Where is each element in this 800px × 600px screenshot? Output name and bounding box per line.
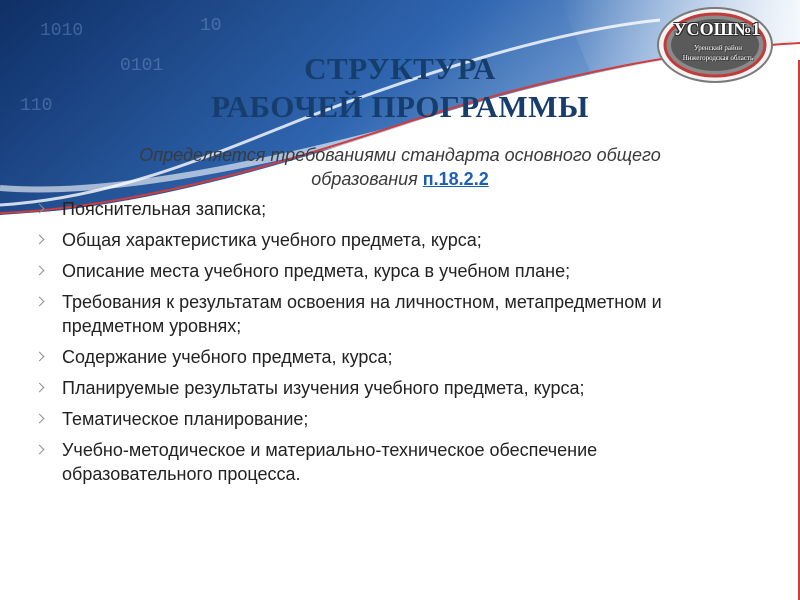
- slide-title-line: РАБОЧЕЙ ПРОГРАММЫ: [211, 89, 589, 124]
- list-item-text: Пояснительная записка;: [62, 199, 267, 219]
- chevron-right-icon: [35, 352, 45, 362]
- subtitle-text: образования: [311, 169, 418, 189]
- list-item: [36, 438, 736, 486]
- list-item: [36, 290, 736, 338]
- svg-text:0101: 0101: [120, 56, 164, 76]
- chevron-right-icon: [35, 414, 45, 424]
- svg-text:110: 110: [20, 96, 53, 116]
- chevron-right-icon: [35, 204, 45, 214]
- slide-title: [150, 50, 650, 126]
- program-structure-list: [36, 197, 736, 493]
- list-item-text: Общая характеристика учебного предмета, курса;: [62, 230, 482, 250]
- chevron-right-icon: [35, 297, 45, 307]
- logo-subtitle-region: Нижегородская область: [682, 54, 754, 62]
- list-item: [36, 197, 736, 221]
- svg-text:10: 10: [200, 16, 222, 36]
- logo-subtitle-district: Уренский район: [693, 44, 743, 52]
- chevron-right-icon: [35, 235, 45, 245]
- list-item-text: Требования к результатам освоения на личностном, метапредметном и предметном уровнях;: [62, 292, 662, 336]
- slide-subtitle: [80, 143, 720, 191]
- list-item-text: Тематическое планирование;: [62, 409, 309, 429]
- school-logo: [656, 6, 774, 84]
- list-item-text: Учебно-методическое и материально-техническое обеспечение образовательного процесса.: [62, 440, 598, 484]
- list-item: [36, 345, 736, 369]
- chevron-right-icon: [35, 383, 45, 393]
- list-item: [36, 259, 736, 283]
- list-item: [36, 407, 736, 431]
- chevron-right-icon: [35, 445, 45, 455]
- list-item-text: Описание места учебного предмета, курса в учебном плане;: [62, 261, 571, 281]
- list-item-text: Планируемые результаты изучения учебного предмета, курса;: [62, 378, 585, 398]
- list-item-text: Содержание учебного предмета, курса;: [62, 347, 393, 367]
- svg-text:1010: 1010: [40, 21, 84, 41]
- list-item: [36, 228, 736, 252]
- list-item: [36, 376, 736, 400]
- logo-title: УСОШ№1: [673, 19, 761, 39]
- standard-clause-link[interactable]: п.18.2.2: [422, 169, 489, 189]
- chevron-right-icon: [35, 266, 45, 276]
- subtitle-text: Определяется требованиями стандарта основного общего: [139, 145, 661, 165]
- slide-title-line: СТРУКТУРА: [304, 51, 496, 86]
